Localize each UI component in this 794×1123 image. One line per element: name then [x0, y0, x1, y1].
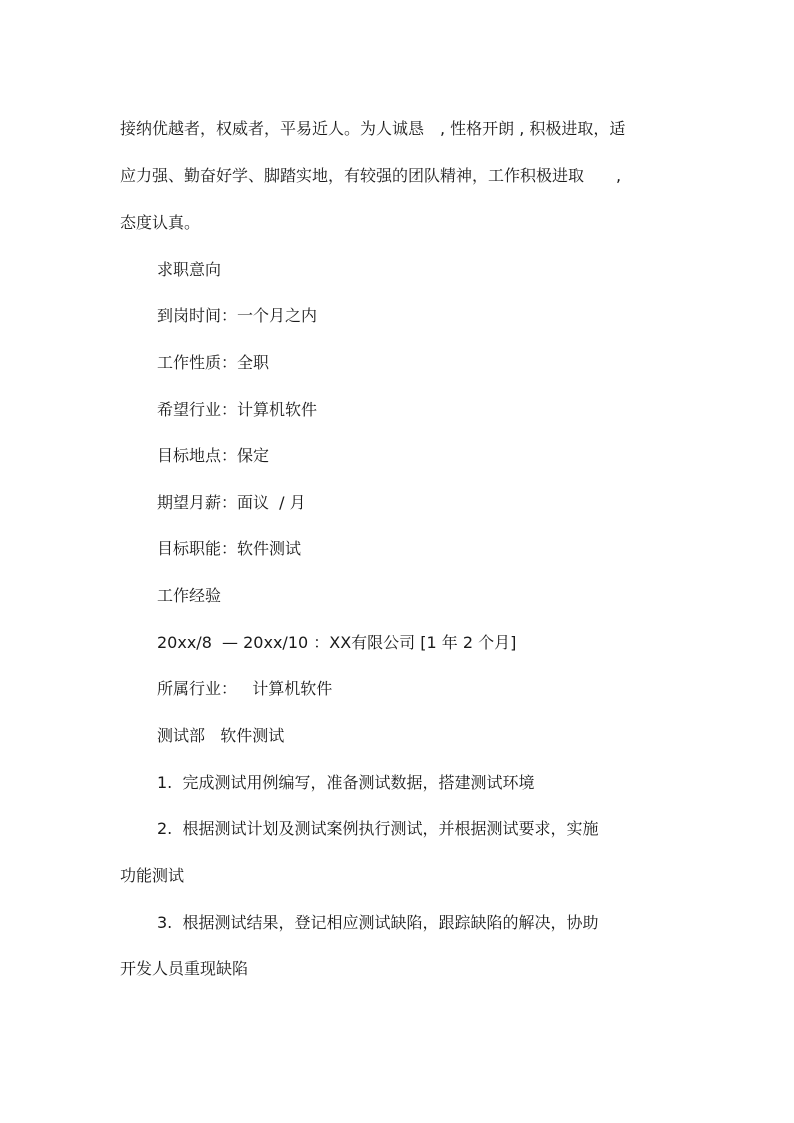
expected-salary: 期望月薪：面议 / 月 — [157, 493, 306, 512]
job-intention-heading: 求职意向 — [157, 260, 222, 279]
target-location: 目标地点：保定 — [157, 446, 270, 465]
target-position: 目标职能：软件测试 — [157, 539, 302, 558]
duty-item-3: 3. 根据测试结果，登记相应测试缺陷，跟踪缺陷的解决，协助 — [157, 913, 599, 932]
work-experience-heading: 工作经验 — [157, 586, 222, 605]
employment-period: 20xx/8 — 20xx/10 ：XX有限公司 [1 年 2 个月] — [157, 633, 517, 652]
department-role: 测试部 软件测试 — [157, 726, 285, 745]
arrival-time: 到岗时间：一个月之内 — [157, 306, 318, 325]
duty-item-2: 2. 根据测试计划及测试案例执行测试，并根据测试要求，实施 — [157, 819, 599, 838]
desired-industry: 希望行业：计算机软件 — [157, 400, 318, 419]
work-nature: 工作性质：全职 — [157, 353, 270, 372]
duty-item-1: 1. 完成测试用例编写，准备测试数据，搭建测试环境 — [157, 773, 535, 792]
intro-line-1: 接纳优越者，权威者，平易近人。为人诚恳 , 性格开朗 , 积极进取，适 — [120, 119, 626, 138]
intro-line-2: 应力强、勤奋好学、脚踏实地，有较强的团队精神，工作积极进取 , — [120, 166, 622, 185]
experience-industry: 所属行业： 计算机软件 — [157, 679, 333, 698]
duty-item-3-continuation: 开发人员重现缺陷 — [120, 959, 249, 978]
intro-line-3: 态度认真。 — [120, 213, 201, 232]
duty-item-2-continuation: 功能测试 — [120, 866, 185, 885]
